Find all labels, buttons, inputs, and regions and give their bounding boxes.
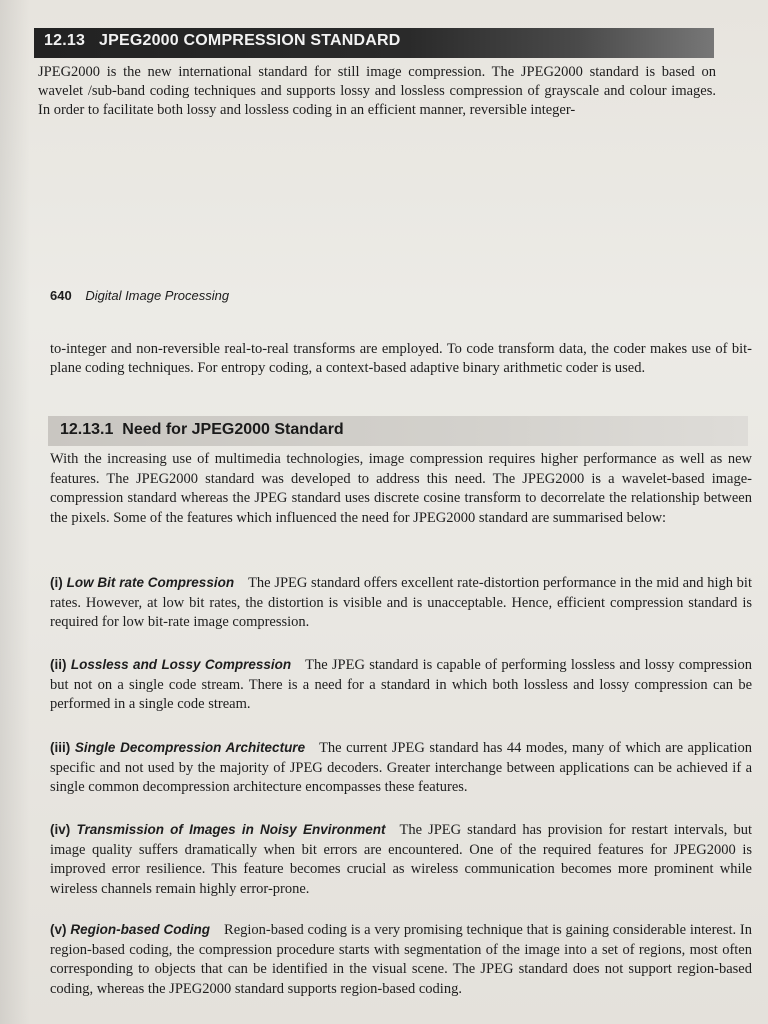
page-number: 640: [50, 288, 72, 303]
feature-number: (iv): [50, 822, 71, 837]
feature-number: (i): [50, 575, 63, 590]
feature-title: Single Decompression Architecture: [74, 740, 306, 755]
subsection-title: Need for JPEG2000 Standard: [122, 421, 344, 438]
feature-number: (iii): [50, 740, 71, 755]
feature-item: [50, 920, 752, 999]
feature-text: The JPEG standard has provision for restart intervals, but image quality suffers dramatically when bit errors are encountered. One of the required features for JPEG2000 is improved error resilience. This feature becomes crucial as wireless communication becomes more prominent while wireless channels remain highly error-prone.: [50, 822, 752, 897]
feature-heading: [50, 922, 210, 937]
feature-item: [50, 655, 752, 715]
feature-title: Transmission of Images in Noisy Environment: [76, 822, 386, 837]
continuation-paragraph: to-integer and non-reversible real-to-real transforms are employed. To code transform data, the coder makes use of bit-plane coding techniques. For entropy coding, a context-based adaptive binary arithmetic coder is used.: [50, 341, 752, 376]
feature-heading: [50, 740, 305, 755]
subsection-intro: With the increasing use of multimedia technologies, image compression requires higher performance as well as new features. The JPEG2000 standard was developed to address this need. The JPEG2000 is a wavelet-based image-compression standard whereas the JPEG standard uses discrete cosine transform to decorrelate the relationship between the pixels. Some of the features which influenced the need for JPEG2000 standard are summarised below:: [50, 451, 752, 526]
feature-number: (v): [50, 922, 67, 937]
section-number: 12.13: [44, 32, 86, 49]
intro-paragraph: JPEG2000 is the new international standard for still image compression. The JPEG2000 standard is based on wavelet /sub-band coding techniques and supports lossy and lossless compression of grayscale and colour images. In order to facilitate both lossy and lossless coding in an efficient manner, reversible integer-: [38, 64, 716, 118]
feature-heading: [50, 822, 385, 837]
running-head: [50, 288, 229, 303]
feature-heading: [50, 657, 291, 672]
subsection-heading: [60, 421, 344, 439]
feature-heading: [50, 575, 234, 590]
subsection-heading-bar: [48, 416, 748, 446]
feature-text: The JPEG standard is capable of performing lossless and lossy compression but not on a single code stream. There is a need for a standard in which both lossless and lossy compression can be performed in a single code stream.: [50, 657, 752, 712]
section-heading-bar: [34, 28, 714, 58]
feature-item: [50, 738, 752, 798]
feature-item: [50, 573, 752, 633]
feature-text: The JPEG standard offers excellent rate-distortion performance in the mid and high bit rates. However, at low bit rates, the distortion is visible and is unacceptable. Hence, efficient compression standard is required for low bit-rate image compression.: [50, 575, 752, 630]
feature-title: Region-based Coding: [70, 922, 211, 937]
feature-text: Region-based coding is a very promising technique that is gaining considerable interest. In region-based coding, the compression procedure starts with segmentation of the image into a set of regions, most often corresponding to objects that can be identified in the visual scene. The JPEG standard does not support region-based coding, whereas the JPEG2000 standard supports region-based coding.: [50, 922, 752, 997]
section-title: JPEG2000 COMPRESSION STANDARD: [98, 32, 401, 49]
feature-number: (ii): [50, 657, 67, 672]
feature-item: [50, 820, 752, 899]
feature-text: The current JPEG standard has 44 modes, many of which are application specific and not used by the majority of JPEG decoders. Greater interchange between applications can be achieved if a single common decompression architecture encompasses these features.: [50, 740, 752, 795]
feature-title: Lossless and Lossy Compression: [70, 657, 292, 672]
feature-title: Low Bit rate Compression: [66, 575, 235, 590]
section-heading: [44, 32, 401, 50]
book-title: Digital Image Processing: [85, 288, 230, 303]
subsection-number: 12.13.1: [60, 421, 114, 438]
